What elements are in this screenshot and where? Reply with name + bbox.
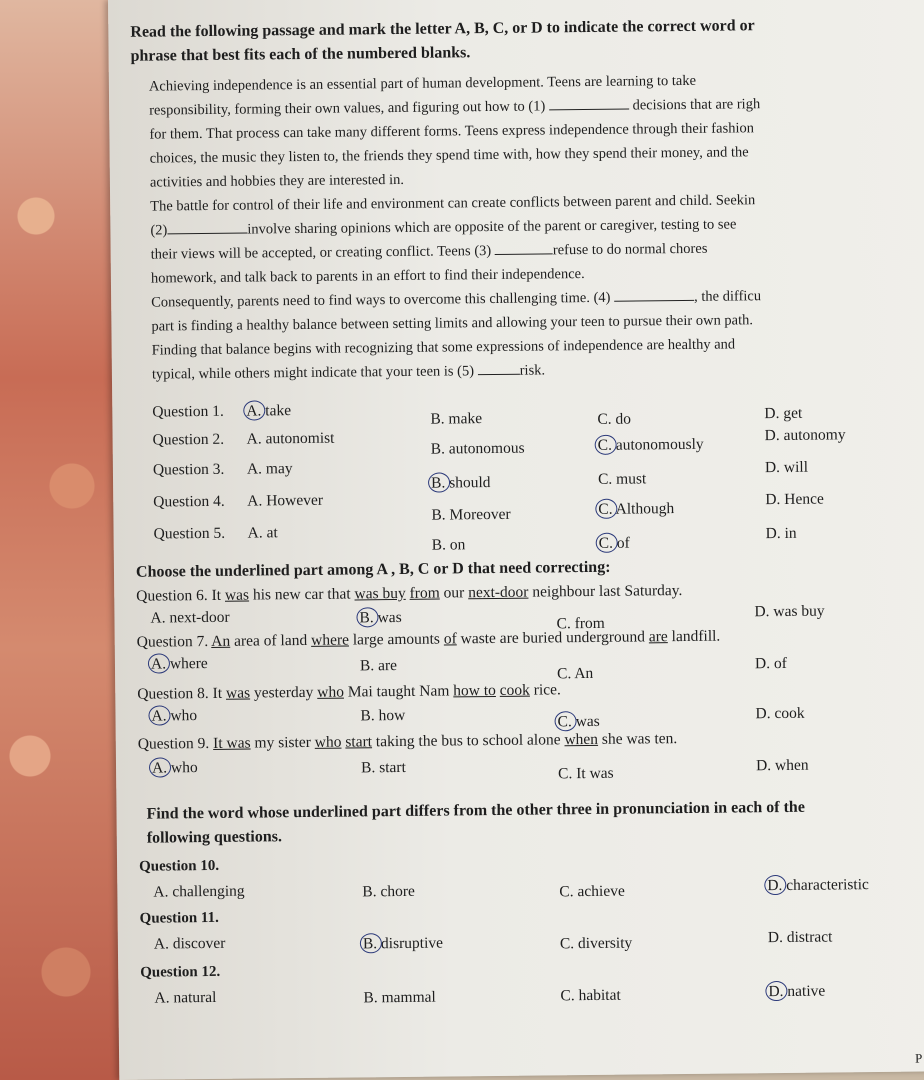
option-c[interactable]: C. diversity — [559, 934, 633, 953]
answer-circle-mark — [554, 711, 576, 731]
option-d[interactable]: D. characteristic — [767, 876, 869, 895]
reading-instruction-line1: Read the following passage and mark the letter A, B, C, or D to indicate the correct word or — [130, 17, 755, 41]
option-a[interactable]: A. who — [151, 759, 198, 777]
answer-circle-mark — [764, 875, 786, 895]
question-label: Question 5. — [153, 524, 226, 543]
option-a[interactable]: A. who — [151, 707, 198, 725]
answer-circle-mark — [243, 400, 265, 420]
passage-line: Consequently, parents need to find ways to overcome this challenging time. (4) , the difficu — [151, 285, 761, 313]
option-d[interactable]: D. in — [765, 524, 797, 543]
passage-line: their views will be accepted, or creating conflict. Teens (3) refuse to do normal chores — [150, 240, 708, 263]
option-d[interactable]: D. cook — [755, 704, 805, 723]
passage-line: Achieving independence is an essential part of human development. Teens are learning to take — [148, 72, 697, 95]
error-question-8: Question 8. It was yesterday who Mai taught Nam how to cook rice. — [137, 681, 561, 703]
option-c[interactable]: C. autonomously — [597, 435, 704, 454]
option-d[interactable]: D. when — [755, 756, 809, 775]
option-d[interactable]: D. will — [764, 458, 809, 477]
option-c[interactable]: C. was — [557, 712, 600, 731]
answer-circle-mark — [356, 607, 378, 627]
blank-4 — [614, 286, 694, 302]
option-d[interactable]: D. autonomy — [764, 426, 846, 445]
option-c[interactable]: C. Although — [598, 500, 675, 518]
answer-circle-mark — [595, 435, 617, 455]
passage-line: responsibility, forming their own values, and figuring out how to (1) decisions that are righ — [149, 96, 761, 119]
blank-1 — [549, 95, 629, 111]
option-d[interactable]: D. was buy — [754, 602, 825, 621]
question-label: Question 1. — [152, 402, 224, 421]
answer-circle-mark — [148, 653, 170, 673]
question-label: Question 10. — [138, 857, 220, 875]
worksheet-page — [108, 0, 924, 1080]
option-b[interactable]: B. autonomous — [430, 439, 525, 458]
option-b[interactable]: B. mammal — [363, 988, 436, 1007]
option-c[interactable]: C. from — [556, 614, 605, 633]
passage-line: for them. That process can take many different forms. Teens express independence through their fashion — [149, 120, 755, 143]
question-label: Question 11. — [139, 909, 219, 927]
option-d[interactable]: D. of — [754, 654, 787, 673]
option-a[interactable]: A. discover — [153, 934, 226, 953]
option-d[interactable]: D. native — [768, 982, 826, 1001]
error-question-9: Question 9. It was my sister who start taking the bus to school alone when she was ten. — [137, 730, 678, 753]
option-c[interactable]: C. achieve — [559, 882, 625, 901]
option-c[interactable]: C. It was — [558, 764, 614, 783]
passage-line: typical, while others might indicate that your teen is (5) risk. — [152, 359, 545, 385]
option-b[interactable]: B. how — [360, 706, 406, 725]
blank-3 — [495, 239, 553, 255]
option-b[interactable]: B. on — [431, 536, 466, 554]
answer-circle-mark — [595, 499, 617, 519]
passage-line: part is finding a healthy balance between setting limits and allowing your teen to pursue their own path. — [151, 312, 754, 335]
passage-line: Finding that balance begins with recognizing that some expressions of independence are healthy and — [151, 336, 736, 359]
error-instruction: Choose the underlined part among A , B, C or D that need correcting: — [135, 558, 611, 581]
answer-circle-mark — [360, 933, 382, 953]
option-c[interactable]: C. of — [598, 534, 630, 552]
question-label: Question 4. — [153, 492, 225, 511]
option-a[interactable]: A. autonomist — [246, 429, 335, 448]
question-label: Question 2. — [152, 430, 225, 449]
option-b[interactable]: B. Moreover — [431, 505, 511, 524]
option-a[interactable]: A. where — [150, 654, 208, 673]
option-a[interactable]: A. challenging — [153, 882, 245, 901]
passage-line: homework, and talk back to parents in an effort to find their independence. — [150, 266, 585, 287]
background-cloth — [0, 0, 120, 1080]
option-a[interactable]: A. may — [246, 460, 293, 478]
option-b[interactable]: B. start — [360, 758, 406, 777]
option-b[interactable]: B. disruptive — [362, 934, 444, 953]
passage-line: (2) involve sharing opinions which are opposite of the parent or caregiver, testing to see — [150, 216, 737, 239]
option-b[interactable]: B. should — [430, 474, 491, 492]
answer-circle-mark — [428, 472, 450, 492]
option-a[interactable]: A. next-door — [150, 608, 230, 627]
passage-line: activities and hobbies they are interested in. — [149, 171, 405, 191]
pronunciation-instruction-line2: following questions. — [146, 828, 283, 847]
option-b[interactable]: B. are — [359, 657, 398, 675]
option-a[interactable]: A. However — [247, 491, 324, 510]
option-c[interactable]: C. do — [597, 410, 632, 428]
passage-line: The battle for control of their life and environment can create conflicts between parent and child. Seekin — [150, 192, 756, 215]
answer-circle-mark — [149, 757, 171, 777]
option-b[interactable]: B. make — [430, 410, 483, 428]
option-c[interactable]: C. An — [556, 664, 594, 683]
option-d[interactable]: D. get — [764, 404, 803, 423]
option-b[interactable]: B. chore — [362, 882, 415, 901]
question-label: Question 3. — [152, 460, 225, 479]
option-d[interactable]: D. Hence — [765, 490, 824, 509]
pronunciation-instruction-line1: Find the word whose underlined part differs from the other three in pronunciation in each of the — [146, 798, 805, 823]
error-question-6: Question 6. It was his new car that was buy from our next-door neighbour last Saturday. — [136, 582, 683, 605]
option-b[interactable]: B. was — [359, 608, 402, 627]
option-a[interactable]: A. natural — [154, 988, 217, 1007]
option-a[interactable]: A. at — [247, 524, 278, 542]
option-c[interactable]: C. habitat — [560, 986, 621, 1005]
blank-5 — [478, 360, 520, 375]
option-d[interactable]: D. distract — [767, 928, 833, 947]
option-a[interactable]: A. take — [246, 402, 292, 420]
option-c[interactable]: C. must — [597, 470, 647, 488]
blank-2 — [167, 219, 247, 235]
page-number-fragment: P — [915, 1050, 923, 1066]
passage-line: choices, the music they listen to, the friends they spend time with, how they spend their money, and the — [149, 144, 749, 167]
reading-instruction-line2: phrase that best fits each of the numbered blanks. — [130, 44, 471, 65]
question-label: Question 12. — [140, 963, 221, 981]
answer-circle-mark — [148, 705, 170, 725]
answer-circle-mark — [765, 981, 787, 1001]
answer-circle-mark — [596, 533, 618, 553]
error-question-7: Question 7. An area of land where large amounts of waste are buried underground are landfill. — [136, 627, 721, 651]
